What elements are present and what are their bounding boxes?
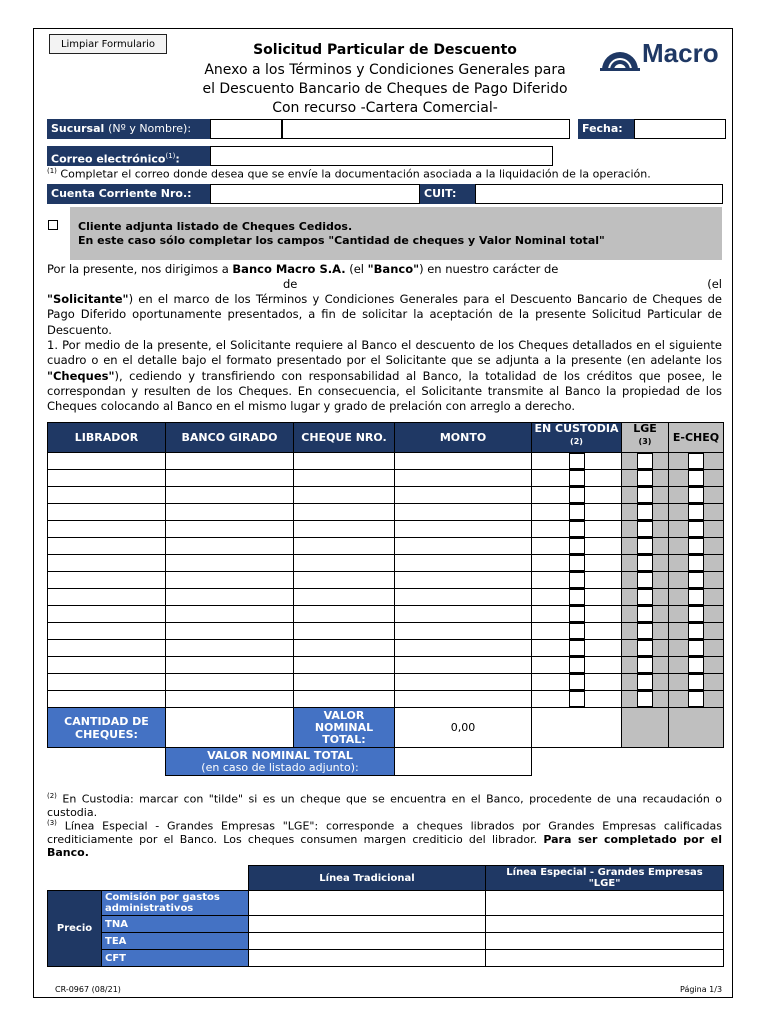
table-row <box>48 640 724 657</box>
correo-input[interactable] <box>210 146 553 166</box>
custodia-checkbox[interactable] <box>569 640 585 656</box>
fecha-label: Fecha: <box>578 119 634 139</box>
cheque-cell[interactable] <box>294 504 395 521</box>
lge-cell <box>622 674 669 691</box>
custodia-cell <box>532 674 622 691</box>
monto-cell[interactable] <box>395 589 532 606</box>
echeq-cell <box>669 470 724 487</box>
lge-checkbox[interactable] <box>637 555 653 571</box>
intro-line-1: Por la presente, nos dirigimos a Banco Macro S.A. (el "Banco") en nuestro carácter de <box>47 262 559 276</box>
librador-cell[interactable] <box>48 504 166 521</box>
librador-cell[interactable] <box>48 640 166 657</box>
echeq-checkbox[interactable] <box>688 555 704 571</box>
lge-cell <box>622 640 669 657</box>
librador-cell[interactable] <box>48 487 166 504</box>
monto-cell[interactable] <box>395 640 532 657</box>
banco-cell[interactable] <box>166 623 294 640</box>
lge-checkbox[interactable] <box>637 674 653 690</box>
table-row <box>48 555 724 572</box>
cheque-cell[interactable] <box>294 606 395 623</box>
banco-cell[interactable] <box>166 657 294 674</box>
custodia-cell <box>532 453 622 470</box>
custodia-checkbox[interactable] <box>569 572 585 588</box>
cuenta-label: Cuenta Corriente Nro.: <box>47 184 210 204</box>
comision-tradicional-input[interactable] <box>249 891 486 916</box>
monto-cell[interactable] <box>395 470 532 487</box>
librador-cell[interactable] <box>48 623 166 640</box>
custodia-checkbox[interactable] <box>569 453 585 469</box>
custodia-cell <box>532 521 622 538</box>
echeq-cell <box>669 589 724 606</box>
banco-cell[interactable] <box>166 453 294 470</box>
lge-checkbox[interactable] <box>637 623 653 639</box>
lge-cell <box>622 453 669 470</box>
tna-especial-input[interactable] <box>486 916 724 933</box>
lge-checkbox[interactable] <box>637 691 653 707</box>
col-cheque-nro: CHEQUE NRO. <box>294 423 395 453</box>
custodia-checkbox[interactable] <box>569 470 585 486</box>
monto-cell[interactable] <box>395 504 532 521</box>
lge-cell <box>622 691 669 708</box>
banco-cell[interactable] <box>166 555 294 572</box>
banco-cell[interactable] <box>166 589 294 606</box>
macro-logo <box>600 38 730 74</box>
item-1-paragraph: 1. Por medio de la presente, el Solicitante requiere al Banco el descuento de los Cheques detallados en el siguiente cuadro o en el detalle bajo el formato presentado por el Solicitante que se adjunta a la presente (en adelante los "Cheques"), cediendo y transfiriendo con responsabilidad al Banco, la totalidad de los créditos que posee, le correspondan y resulten de los Cheques. En consecuencia, el Solicitante transmite al Banco la propiedad de los Cheques colocando al Banco en el mismo lugar y grado de prelación con arreglo a derecho. <box>47 338 722 414</box>
librador-cell[interactable] <box>48 555 166 572</box>
valor-nominal-value[interactable]: 0,00 <box>395 708 532 748</box>
librador-cell[interactable] <box>48 453 166 470</box>
lge-checkbox[interactable] <box>637 470 653 486</box>
banco-cell[interactable] <box>166 487 294 504</box>
table-row <box>48 691 724 708</box>
cuenta-input[interactable] <box>210 184 420 204</box>
lge-checkbox[interactable] <box>637 640 653 656</box>
form-subtitle-1: Anexo a los Términos y Condiciones Generales para <box>204 62 566 78</box>
sucursal-label: Sucursal (Nº y Nombre): <box>47 119 210 139</box>
custodia-checkbox[interactable] <box>569 589 585 605</box>
librador-cell[interactable] <box>48 521 166 538</box>
cheque-cell[interactable] <box>294 674 395 691</box>
monto-cell[interactable] <box>395 674 532 691</box>
echeq-cell <box>669 453 724 470</box>
precio-row-comision: Comisión por gastos administrativos <box>102 891 249 916</box>
librador-cell[interactable] <box>48 538 166 555</box>
precio-row-cft: CFT <box>102 950 249 967</box>
cheque-cell[interactable] <box>294 470 395 487</box>
custodia-checkbox[interactable] <box>569 606 585 622</box>
cuit-input[interactable] <box>475 184 723 204</box>
tna-tradicional-input[interactable] <box>249 916 486 933</box>
echeq-cell <box>669 521 724 538</box>
table-row <box>48 606 724 623</box>
echeq-cell <box>669 572 724 589</box>
custodia-checkbox[interactable] <box>569 521 585 537</box>
table-row <box>48 657 724 674</box>
cheque-cell[interactable] <box>294 657 395 674</box>
banco-cell[interactable] <box>166 640 294 657</box>
cheque-cell[interactable] <box>294 623 395 640</box>
lge-cell <box>622 623 669 640</box>
clear-form-button[interactable]: Limpiar Formulario <box>49 34 167 54</box>
custodia-cell <box>532 572 622 589</box>
cheque-cell[interactable] <box>294 555 395 572</box>
cft-especial-input[interactable] <box>486 950 724 967</box>
lge-checkbox[interactable] <box>637 504 653 520</box>
precio-label: Precio <box>48 891 102 967</box>
custodia-checkbox[interactable] <box>569 538 585 554</box>
precio-table <box>47 865 724 967</box>
lge-checkbox[interactable] <box>637 589 653 605</box>
lge-cell <box>622 487 669 504</box>
summary-lge-cell <box>622 708 669 748</box>
form-subtitle-3: Con recurso -Cartera Comercial- <box>272 100 498 116</box>
banco-cell[interactable] <box>166 606 294 623</box>
echeq-checkbox[interactable] <box>688 453 704 469</box>
page-number: Página 1/3 <box>680 985 723 994</box>
footnote-3: $^{(3)}$ Línea Especial - Grandes Empresas "LGE": corresponde a cheques librados por Grandes Empresas calificadas crediticiamente por el Banco. Los cheques consumen margen crediticio del librador. Para ser completado por el Banco. <box>47 819 722 859</box>
custodia-cell <box>532 504 622 521</box>
echeq-cell <box>669 691 724 708</box>
table-row <box>48 572 724 589</box>
echeq-checkbox[interactable] <box>688 691 704 707</box>
echeq-checkbox[interactable] <box>688 606 704 622</box>
echeq-checkbox[interactable] <box>688 674 704 690</box>
col-linea-especial: Línea Especial - Grandes Empresas "LGE" <box>486 866 724 891</box>
correo-note: $^{(1)}$ Completar el correo donde desea que se envíe la documentación asociada a la liquidación de la operación. <box>47 167 651 181</box>
monto-cell[interactable] <box>395 623 532 640</box>
cuit-label: CUIT: <box>420 184 475 204</box>
precio-corner-2 <box>102 866 249 891</box>
banco-cell[interactable] <box>166 521 294 538</box>
echeq-checkbox[interactable] <box>688 521 704 537</box>
banco-cell[interactable] <box>166 538 294 555</box>
lge-cell <box>622 589 669 606</box>
precio-row-tea: TEA <box>102 933 249 950</box>
echeq-cell <box>669 623 724 640</box>
echeq-checkbox[interactable] <box>688 623 704 639</box>
custodia-checkbox[interactable] <box>569 555 585 571</box>
custodia-checkbox[interactable] <box>569 674 585 690</box>
spacer-cell-right <box>532 748 724 776</box>
monto-cell[interactable] <box>395 555 532 572</box>
spacer-cell <box>48 748 166 776</box>
comision-especial-input[interactable] <box>486 891 724 916</box>
custodia-checkbox[interactable] <box>569 657 585 673</box>
echeq-cell <box>669 538 724 555</box>
table-row <box>48 487 724 504</box>
custodia-cell <box>532 470 622 487</box>
listado-line-1: Cliente adjunta listado de Cheques Cedidos. <box>78 220 353 233</box>
librador-cell[interactable] <box>48 589 166 606</box>
cheque-cell[interactable] <box>294 487 395 504</box>
custodia-cell <box>532 589 622 606</box>
lge-cell <box>622 555 669 572</box>
listado-line-2: En este caso sólo completar los campos "Cantidad de cheques y Valor Nominal total" <box>78 234 605 247</box>
librador-cell[interactable] <box>48 606 166 623</box>
custodia-checkbox[interactable] <box>569 487 585 503</box>
lge-checkbox[interactable] <box>637 538 653 554</box>
fecha-input[interactable] <box>634 119 726 139</box>
librador-cell[interactable] <box>48 674 166 691</box>
monto-cell[interactable] <box>395 453 532 470</box>
banco-cell[interactable] <box>166 572 294 589</box>
echeq-cell <box>669 606 724 623</box>
col-lge: LGE (3) <box>622 423 669 453</box>
echeq-cell <box>669 657 724 674</box>
tea-tradicional-input[interactable] <box>249 933 486 950</box>
col-en-custodia: EN CUSTODIA (2) <box>532 423 622 453</box>
librador-cell[interactable] <box>48 572 166 589</box>
custodia-cell <box>532 555 622 572</box>
echeq-cell <box>669 640 724 657</box>
col-monto: MONTO <box>395 423 532 453</box>
lge-cell <box>622 504 669 521</box>
echeq-cell <box>669 487 724 504</box>
vnt-label: VALOR NOMINAL TOTAL (en caso de listado adjunto): <box>166 748 395 776</box>
lge-cell <box>622 538 669 555</box>
table-row <box>48 538 724 555</box>
banco-cell[interactable] <box>166 674 294 691</box>
col-banco-girado: BANCO GIRADO <box>166 423 294 453</box>
monto-cell[interactable] <box>395 538 532 555</box>
cheque-cell[interactable] <box>294 589 395 606</box>
echeq-checkbox[interactable] <box>688 657 704 673</box>
custodia-cell <box>532 606 622 623</box>
cheque-cell[interactable] <box>294 691 395 708</box>
custodia-checkbox[interactable] <box>569 504 585 520</box>
lge-cell <box>622 572 669 589</box>
precio-row-tna: TNA <box>102 916 249 933</box>
cheque-cell[interactable] <box>294 538 395 555</box>
lge-cell <box>622 521 669 538</box>
monto-cell[interactable] <box>395 521 532 538</box>
tea-especial-input[interactable] <box>486 933 724 950</box>
table-row <box>48 504 724 521</box>
table-row <box>48 453 724 470</box>
custodia-cell <box>532 691 622 708</box>
form-title: Solicitud Particular de Descuento <box>253 42 517 58</box>
echeq-checkbox[interactable] <box>688 538 704 554</box>
monto-cell[interactable] <box>395 487 532 504</box>
macro-logo-text: Macro <box>642 38 719 68</box>
lge-checkbox[interactable] <box>637 453 653 469</box>
lge-cell <box>622 606 669 623</box>
lge-cell <box>622 470 669 487</box>
table-row <box>48 470 724 487</box>
footnote-2: $^{(2)}$ En Custodia: marcar con "tilde" si es un cheque que se encuentra en el Banco, procedente de una recaudación o custodia. <box>47 792 722 819</box>
banco-cell[interactable] <box>166 470 294 487</box>
echeq-cell <box>669 555 724 572</box>
intro-paragraph: "Solicitante") en el marco de los Términos y Condiciones Generales para el Descuento Bancario de Cheques de Pago Diferido oportunamente presentados, a fin de solicitar la aceptación de la presente Solicitud Particular de Descuento. <box>47 292 722 337</box>
cft-tradicional-input[interactable] <box>249 950 486 967</box>
table-row <box>48 674 724 691</box>
summary-empty-cell <box>532 708 622 748</box>
lge-checkbox[interactable] <box>637 606 653 622</box>
custodia-checkbox[interactable] <box>569 691 585 707</box>
table-row <box>48 589 724 606</box>
monto-cell[interactable] <box>395 691 532 708</box>
custodia-cell <box>532 538 622 555</box>
table-row <box>48 623 724 640</box>
cheque-cell[interactable] <box>294 640 395 657</box>
precio-corner <box>48 866 102 891</box>
lge-checkbox[interactable] <box>637 487 653 503</box>
lge-checkbox[interactable] <box>637 657 653 673</box>
echeq-cell <box>669 674 724 691</box>
custodia-cell <box>532 487 622 504</box>
echeq-checkbox[interactable] <box>688 504 704 520</box>
custodia-cell <box>532 640 622 657</box>
table-row <box>48 521 724 538</box>
cantidad-input[interactable] <box>166 708 294 748</box>
monto-cell[interactable] <box>395 606 532 623</box>
custodia-checkbox[interactable] <box>569 623 585 639</box>
listado-checkbox[interactable] <box>48 220 58 230</box>
sucursal-name-input[interactable] <box>282 119 570 139</box>
col-echeq: E-CHEQ <box>669 423 724 453</box>
listado-notice <box>70 207 722 260</box>
lge-cell <box>622 657 669 674</box>
echeq-checkbox[interactable] <box>688 589 704 605</box>
echeq-checkbox[interactable] <box>688 470 704 486</box>
monto-cell[interactable] <box>395 657 532 674</box>
cheque-cell[interactable] <box>294 572 395 589</box>
col-linea-tradicional: Línea Tradicional <box>249 866 486 891</box>
banco-cell[interactable] <box>166 691 294 708</box>
lge-checkbox[interactable] <box>637 521 653 537</box>
cheque-cell[interactable] <box>294 521 395 538</box>
form-subtitle-2: el Descuento Bancario de Cheques de Pago Diferido <box>202 81 568 97</box>
lge-checkbox[interactable] <box>637 572 653 588</box>
librador-cell[interactable] <box>48 470 166 487</box>
echeq-checkbox[interactable] <box>688 640 704 656</box>
monto-cell[interactable] <box>395 572 532 589</box>
echeq-cell <box>669 504 724 521</box>
librador-cell[interactable] <box>48 691 166 708</box>
banco-cell[interactable] <box>166 504 294 521</box>
cheques-table <box>47 422 724 776</box>
custodia-cell <box>532 657 622 674</box>
echeq-checkbox[interactable] <box>688 572 704 588</box>
summary-echeq-cell <box>669 708 724 748</box>
form-code: CR-0967 (08/21) <box>55 985 121 994</box>
echeq-checkbox[interactable] <box>688 487 704 503</box>
correo-label: Correo electrónico$^{(1)}$: <box>47 146 210 166</box>
cantidad-label: CANTIDAD DE CHEQUES: <box>48 708 166 748</box>
sucursal-number-input[interactable] <box>210 119 282 139</box>
cheque-cell[interactable] <box>294 453 395 470</box>
custodia-cell <box>532 623 622 640</box>
valor-nominal-label: VALOR NOMINAL TOTAL: <box>294 708 395 748</box>
col-librador: LIBRADOR <box>48 423 166 453</box>
librador-cell[interactable] <box>48 657 166 674</box>
macro-logo-icon <box>600 42 640 72</box>
vnt-input[interactable] <box>395 748 532 776</box>
